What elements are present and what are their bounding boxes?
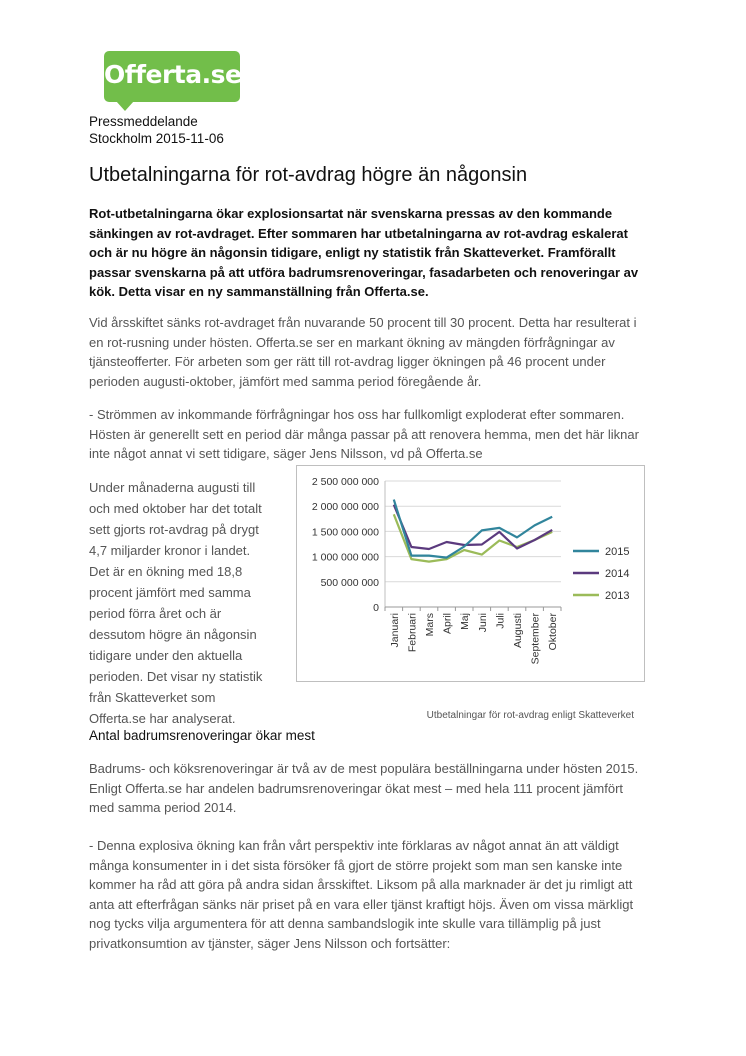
- offerta-logo: [104, 51, 240, 102]
- x-tick-label: Mars: [424, 613, 436, 637]
- body-paragraph-3: Badrums- och köksrenoveringar är två av de mest populära beställningarna under hösten 2015. Enligt Offerta.se har andelen badrumsrenoveringar ökat mest – med hela 111 procent jämfört med samma period 2014.: [89, 761, 639, 815]
- y-tick-label: 1 500 000 000: [311, 526, 379, 539]
- series-line-2015: [394, 500, 552, 558]
- body-paragraph-2: Under månaderna augusti till och med oktober har det totalt sett gjorts rot-avdrag på drygt 4,7 miljarder kronor i landet. Det är en ökning med 18,8 procent jämfört med samma period förra året och är dessutom högre än någonsin tidigare under den aktuella perioden. Det visar ny statistik från Skatteverket som Offerta.se har analyserat.: [89, 480, 263, 726]
- body-paragraph-1: Vid årsskiftet sänks rot-avdraget från nuvarande 50 procent till 30 procent. Detta har resulterat i en rot-rusning under hösten. Offerta.se ser en markant ökning av mängden förfrågningar av tjänsteofferter. För arbeten som ger rätt till rot-avdrag ligger ökningen på 46 procent under perioden augusti-oktober, jämfört med samma period föregående år.: [89, 315, 637, 389]
- x-tick-label: Februari: [406, 613, 419, 653]
- x-tick-label: April: [441, 613, 454, 635]
- document-type: Pressmeddelande: [89, 114, 198, 129]
- logo-text: Offerta.se: [104, 60, 242, 89]
- x-tick-label: Juli: [494, 613, 507, 629]
- y-tick-label: 1 000 000 000: [311, 551, 379, 564]
- section-heading: Antal badrumsrenoveringar ökar mest: [89, 728, 315, 743]
- quote-paragraph-1: - Strömmen av inkommande förfrågningar hos oss har fullkomligt exploderat efter sommaren. Hösten är generellt sett en period där många passar på att renovera hemma, men det här liknar inte något annat vi sett tidigare, säger Jens Nilsson, vd på Offerta.se: [89, 407, 639, 461]
- place-date: Stockholm 2015-11-06: [89, 131, 224, 146]
- legend-label-2015: 2015: [605, 546, 630, 558]
- x-tick-label: September: [529, 613, 542, 665]
- y-tick-label: 2 500 000 000: [311, 476, 379, 488]
- y-tick-label: 2 000 000 000: [311, 501, 379, 514]
- press-header: [89, 113, 224, 147]
- page-title: Utbetalningarna för rot-avdrag högre än någonsin: [89, 164, 528, 186]
- x-tick-label: Juni: [476, 613, 489, 633]
- logo-speech-tail: [116, 101, 134, 111]
- x-tick-label: Maj: [459, 613, 472, 630]
- x-tick-label: Augusti: [512, 613, 524, 649]
- quote-paragraph-2: - Denna explosiva ökning kan från vårt perspektiv inte förklaras av något annat än att väldigt många konsumenter in i det sista försöker få gjort de större projekt som man sen kanske inte kommer ha råd att göra på andra sidan årsskiftet. Liksom på alla marknader är det ju rimligt att anta att efterfrågan sänks när priset på en vara eller tjänst kraftigt höjs. Även om vissa märkligt nog tycks vilja argumentera för att denna sambandslogik inte skulle vara tillämplig på just privatkonsumtion av tjänster, säger Jens Nilsson och fortsätter:: [89, 838, 634, 951]
- y-tick-label: 500 000 000: [320, 576, 379, 589]
- x-tick-label: Januari: [388, 613, 401, 648]
- series-line-2014: [394, 505, 552, 549]
- rot-payout-line-chart: [297, 466, 644, 681]
- chart-container: [296, 465, 645, 682]
- y-tick-label: 0: [373, 602, 379, 614]
- legend-label-2014: 2014: [605, 568, 630, 580]
- legend-label-2013: 2013: [605, 590, 630, 602]
- lead-paragraph: Rot-utbetalningarna ökar explosionsartat när svenskarna pressas av den kommande sänkingen av rot-avdraget. Efter sommaren har utbetalningarna av rot-avdrag eskalerat och är nu högre än någonsin tidigare, enligt ny statistik från Skatteverket. Framförallt passar svenskarna på att utföra badrumsrenoveringar, fasadarbeten och renoveringar av kök. Detta visar en ny sammanställning från Offerta.se.: [89, 206, 639, 299]
- chart-caption: Utbetalningar för rot-avdrag enligt Skatteverket: [426, 710, 634, 721]
- x-tick-label: Oktober: [547, 613, 560, 651]
